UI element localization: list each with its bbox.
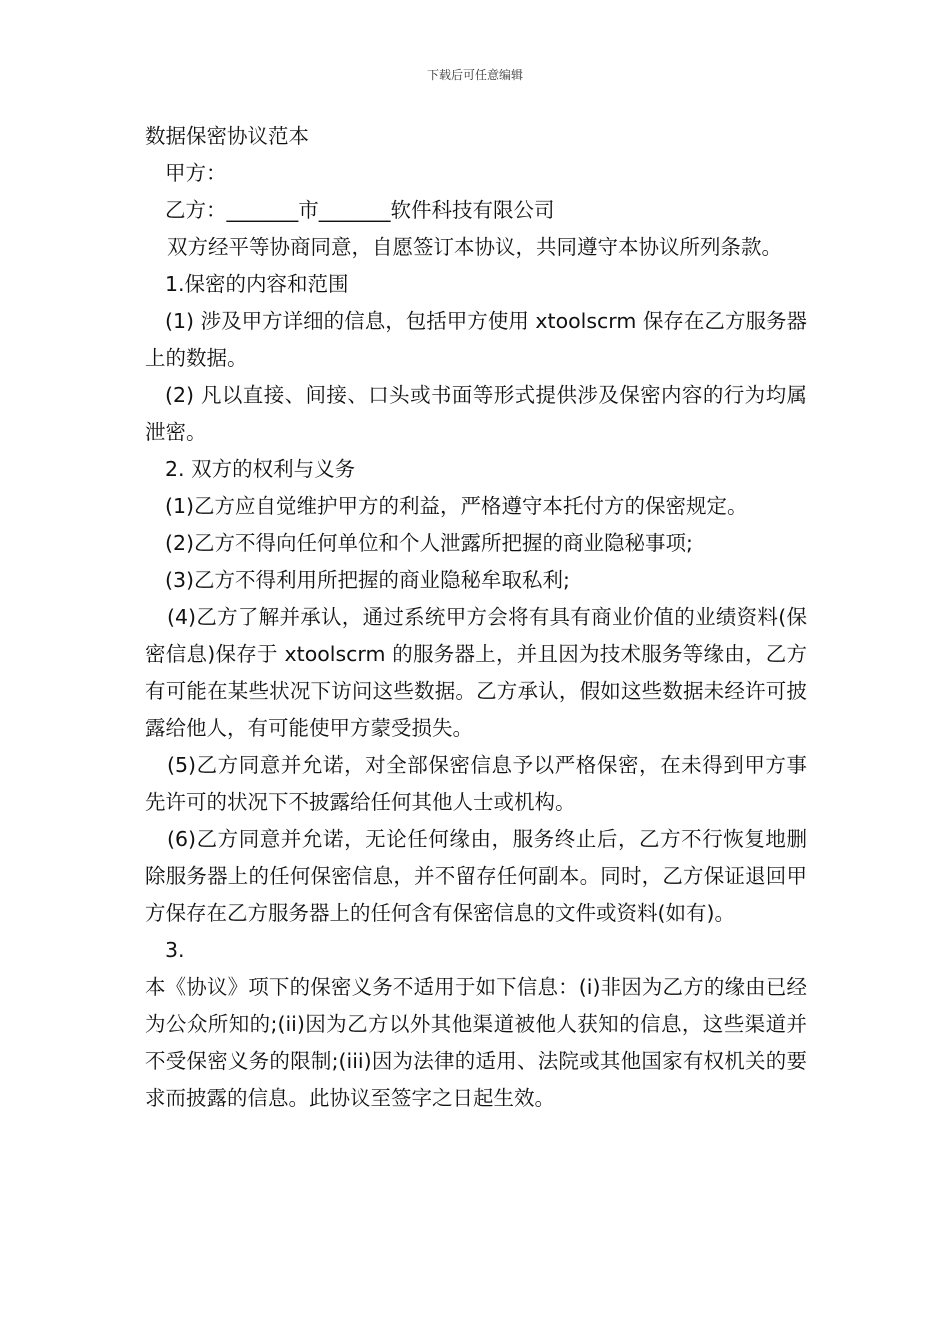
- section-2-item: (1)乙方应自觉维护甲方的利益，严格遵守本托付方的保密规定。: [165, 494, 748, 518]
- section-2-item: (5)乙方同意并允诺，对全部保密信息予以严格保密，在未得到甲方事先许可的状况下不披露给任何其他人士或机构。: [145, 753, 807, 814]
- page-header-note: 下载后可任意编辑: [426, 68, 523, 82]
- section-2-item: (6)乙方同意并允诺，无论任何缘由，服务终止后，乙方不行恢复地删除服务器上的任何保密信息，并不留存任何副本。同时，乙方保证退回甲方保存在乙方服务器上的任何含有保密信息的文件或资料(如有)。: [145, 827, 807, 925]
- section-2-item: (3)乙方不得利用所把握的商业隐秘牟取私利;: [165, 568, 570, 592]
- section-3-paragraph: 本《协议》项下的保密义务不适用于如下信息：(i)非因为乙方的缘由已经为公众所知的;(ii)因为乙方以外其他渠道被他人获知的信息，这些渠道并不受保密义务的限制;(iii)因为法律的适用、法院或其他国家有权机关的要求而披露的信息。此协议至签字之日起生效。: [145, 975, 807, 1110]
- section-1-item: (2) 凡以直接、间接、口头或书面等形式提供涉及保密内容的行为均属泄密。: [145, 383, 807, 444]
- section-1-item: (1) 涉及甲方详细的信息，包括甲方使用 xtoolscrm 保存在乙方服务器上的数据。: [145, 309, 807, 370]
- intro-paragraph: 双方经平等协商同意，自愿签订本协议，共同遵守本协议所列条款。: [167, 235, 782, 259]
- section-3-heading: 3.: [165, 938, 185, 962]
- section-2-item: (2)乙方不得向任何单位和个人泄露所把握的商业隐秘事项;: [165, 531, 693, 555]
- document-body: [145, 118, 807, 1117]
- section-2-heading: 2. 双方的权利与义务: [165, 457, 356, 481]
- document-title: 数据保密协议范本: [145, 124, 309, 148]
- section-1-heading: 1.保密的内容和范围: [165, 272, 349, 296]
- party-b-line: 乙方：_______市_______软件科技有限公司: [165, 198, 555, 222]
- party-a-line: 甲方：: [165, 161, 227, 185]
- section-2-item: (4)乙方了解并承认，通过系统甲方会将有具有商业价值的业绩资料(保密信息)保存于 xtoolscrm 的服务器上，并且因为技术服务等缘由，乙方有可能在某些状况下访问这些数据。乙方承认，假如这些数据未经许可披露给他人，有可能使甲方蒙受损失。: [145, 605, 807, 740]
